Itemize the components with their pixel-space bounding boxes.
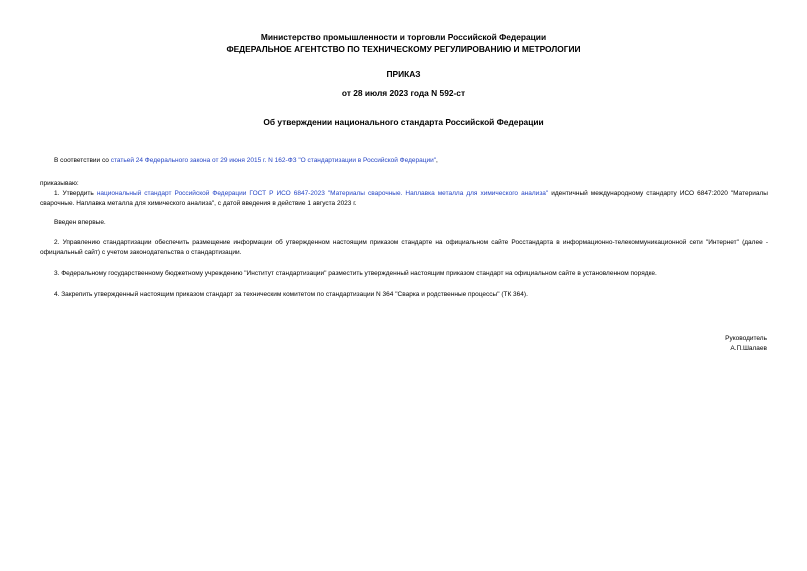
- order-item-3: 3. Федеральному государственному бюджетному учреждению "Институт стандартизации" разместить утвержденный настоящим приказом стандарт на официальном сайте в установленном порядке.: [54, 270, 657, 277]
- legal-basis-suffix: ,: [436, 157, 438, 164]
- agency-name: ФЕДЕРАЛЬНОЕ АГЕНТСТВО ПО ТЕХНИЧЕСКОМУ РЕГУЛИРОВАНИЮ И МЕТРОЛОГИИ: [226, 44, 581, 54]
- item1-suffix: идентичный международному стандарту ИСО 6847:2020 "Материалы сварочные. Наплавка металла для химического анализа", с датой введения в действие 1 августа 2023 г.: [40, 190, 768, 207]
- document-type: ПРИКАЗ: [386, 69, 421, 79]
- legal-basis-paragraph: [40, 156, 768, 166]
- federal-law-link[interactable]: статьей 24 Федерального закона от 29 июня 2015 г. N 162-ФЗ "О стандартизации в Российской Федерации": [110, 157, 437, 164]
- document-subject: Об утверждении национального стандарта Российской Федерации: [263, 117, 544, 127]
- item1-prefix: 1. Утвердить: [54, 190, 97, 197]
- signatory-role: Руководитель: [725, 335, 767, 342]
- order-item-4: 4. Закрепить утвержденный настоящим приказом стандарт за техническим комитетом по стандартизации N 364 "Сварка и родственные процессы" (ТК 364).: [54, 291, 528, 298]
- ministry-name: Министерство промышленности и торговли Российской Федерации: [260, 32, 547, 42]
- gost-standard-link[interactable]: национальный стандарт Российской Федерации ГОСТ Р ИСО 6847-2023 "Материалы сварочные. Наплавка металла для химического анализа": [96, 190, 549, 197]
- introduced-first-note: Введен впервые.: [54, 219, 106, 226]
- order-item-2: 2. Управлению стандартизации обеспечить размещение информации об утвержденном настоящим приказом стандарте на официальном сайте Росстандарта в информационно-телекоммуникационной сети "Интернет" (далее - официальный сайт) с учетом законодательства о стандартизации.: [40, 239, 768, 256]
- document-date-number: от 28 июля 2023 года N 592-ст: [341, 88, 466, 98]
- order-word: приказываю:: [40, 180, 79, 187]
- order-item-1: [40, 189, 768, 209]
- legal-basis-prefix: В соответствии со: [54, 157, 111, 164]
- signatory-name: А.П.Шалаев: [730, 345, 767, 352]
